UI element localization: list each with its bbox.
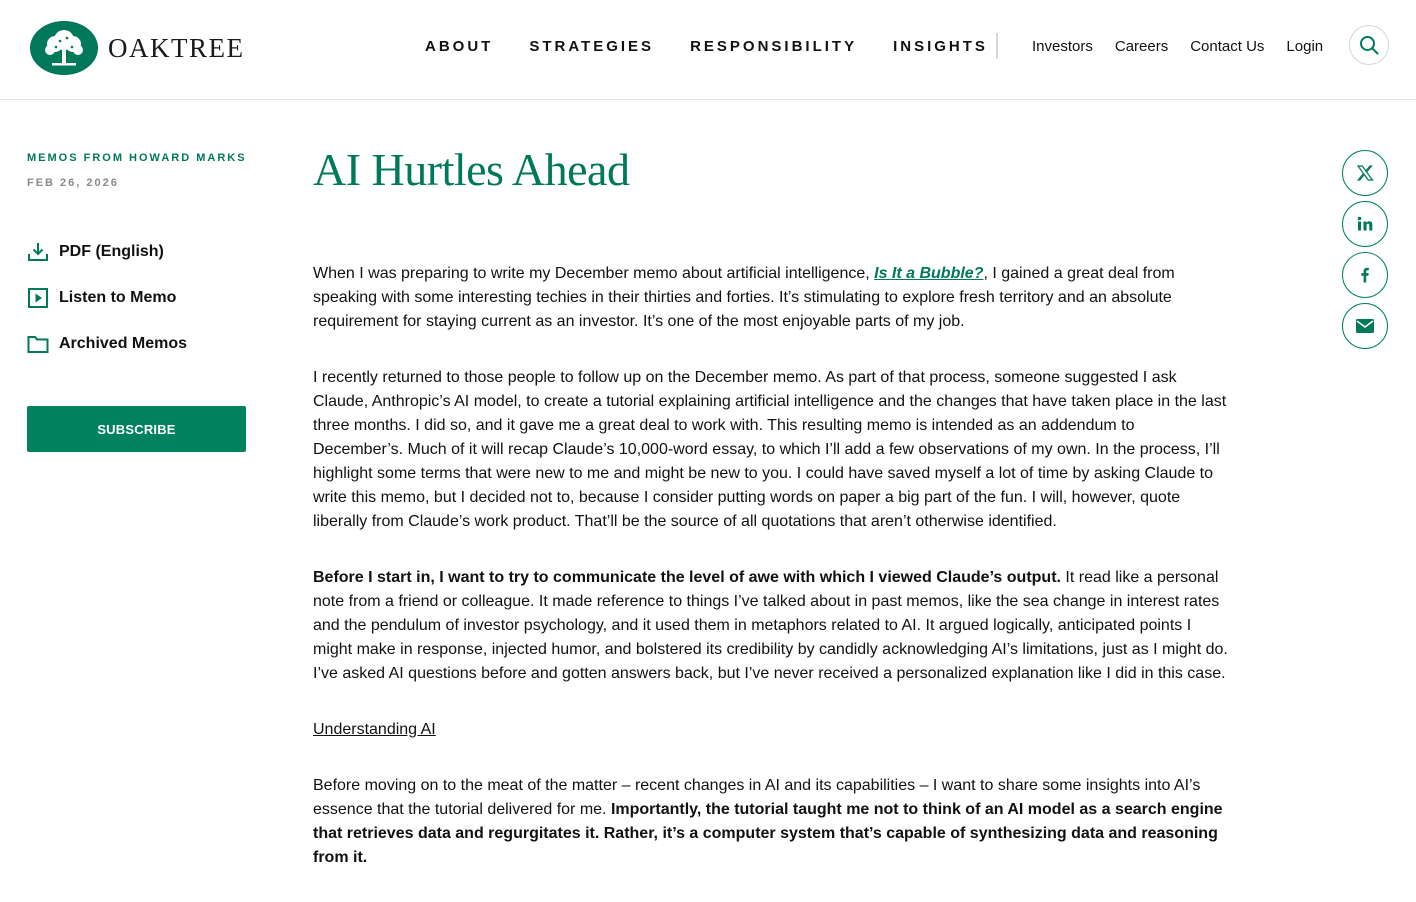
archived-memos-link[interactable] (27, 333, 257, 355)
p3-bold-text: Before I start in, I want to try to communicate the level of awe with which I viewed Claude’s output. (313, 569, 1061, 586)
is-it-a-bubble-link[interactable]: Is It a Bubble? (874, 265, 984, 282)
folder-icon (27, 333, 49, 355)
section-heading: Understanding AI (313, 721, 436, 738)
brand-name: OAKTREE (108, 32, 245, 63)
listen-to-memo-label: Listen to Memo (59, 289, 177, 306)
nav-contact-us[interactable]: Contact Us (1190, 38, 1265, 55)
memo-links (27, 241, 257, 355)
nav-divider (996, 33, 998, 59)
main-nav (425, 38, 1024, 55)
nav-investors[interactable]: Investors (1032, 38, 1093, 55)
p4-bold-text: Importantly, the tutorial taught me not to think of an AI model as a search engine that retrieves data and regurgitates it. Rather, it’s a computer system that’s capable of synthesizing data and reasoning from it. (313, 801, 1223, 866)
download-icon (27, 241, 49, 263)
article-body (313, 262, 1228, 870)
nav-careers[interactable]: Careers (1114, 38, 1169, 55)
x-icon (1356, 164, 1374, 182)
share-linkedin-button[interactable] (1342, 201, 1388, 247)
p1-text-before: When I was preparing to write my December memo about artificial intelligence, (313, 265, 875, 282)
p4-text: Before moving on to the meat of the matter – recent changes in AI and its capabilities – I want to share some insights into AI’s essence that the tutorial delivered for me. (313, 777, 1201, 818)
memo-series-label[interactable]: MEMOS FROM HOWARD MARKS (27, 152, 247, 164)
email-icon (1355, 318, 1375, 334)
memo-article (313, 140, 1228, 902)
memo-sidebar (27, 152, 257, 437)
p1-text-after: , I gained a great deal from speaking with some interesting techies in their thirties and forties. It’s stimulating to explore fresh territory and an absolute requirement for staying current as an investor. It’s one of the most enjoyable parts of my job. (313, 265, 1175, 330)
nav-strategies[interactable]: STRATEGIES (529, 38, 655, 55)
play-icon (27, 287, 49, 309)
logo-link[interactable] (30, 20, 244, 76)
share-email-button[interactable] (1342, 303, 1388, 349)
listen-to-memo-link[interactable] (27, 287, 257, 309)
paragraph-1 (313, 262, 1228, 334)
search-button[interactable] (1349, 25, 1389, 65)
nav-login[interactable]: Login (1286, 38, 1324, 55)
section-heading-paragraph (313, 718, 1228, 742)
p3-text: It read like a personal note from a friend or colleague. It made reference to things I’ve talked about in past memos, like the sea change in interest rates and the pendulum of investor psychology, and it used them in metaphors related to AI. It argued logically, anticipated points I might make in response, injected humor, and bolstered its credibility by candidly acknowledging AI’s limitations, just as I might do. I’ve asked AI questions before and gotten answers back, but I’ve never received a personalized explanation like I did in this case. (313, 569, 1228, 682)
utility-nav (1032, 38, 1345, 55)
share-buttons (1342, 150, 1390, 354)
page-title: AI Hurtles Ahead (313, 144, 630, 195)
share-facebook-button[interactable] (1342, 252, 1388, 298)
facebook-icon (1356, 266, 1374, 284)
memo-date: FEB 26, 2026 (27, 177, 119, 189)
pdf-english-link[interactable] (27, 241, 257, 263)
subscribe-button[interactable]: SUBSCRIBE (27, 406, 246, 452)
oak-tree-logo-icon (30, 20, 98, 76)
paragraph-2: I recently returned to those people to follow up on the December memo. As part of that process, someone suggested I ask Claude, Anthropic’s AI model, to create a tutorial explaining artificial intelligence and the changes that have taken place in the last three months. I did so, and it gave me a great deal to work with. This resulting memo is intended as an addendum to December’s. Much of it will recap Claude’s 10,000-word essay, to which I’ll add a few observations of my own. In the process, I’ll highlight some terms that were new to me and might be new to you. I could have saved myself a lot of time by asking Claude to write this memo, but I decided not to, because I consider putting words on paper a big part of the fun. I will, however, quote liberally from Claude’s work product. That’ll be the source of all quotations that aren’t otherwise identified. (313, 369, 1227, 530)
archived-memos-label: Archived Memos (59, 335, 188, 352)
share-x-button[interactable] (1342, 150, 1388, 196)
nav-responsibility[interactable]: RESPONSIBILITY (690, 38, 858, 55)
nav-insights[interactable]: INSIGHTS (893, 38, 988, 55)
pdf-english-label: PDF (English) (59, 243, 164, 260)
linkedin-icon (1356, 215, 1374, 233)
paragraph-3 (313, 566, 1228, 686)
site-header (0, 0, 1416, 100)
search-icon (1359, 35, 1379, 55)
nav-about[interactable]: ABOUT (425, 38, 494, 55)
